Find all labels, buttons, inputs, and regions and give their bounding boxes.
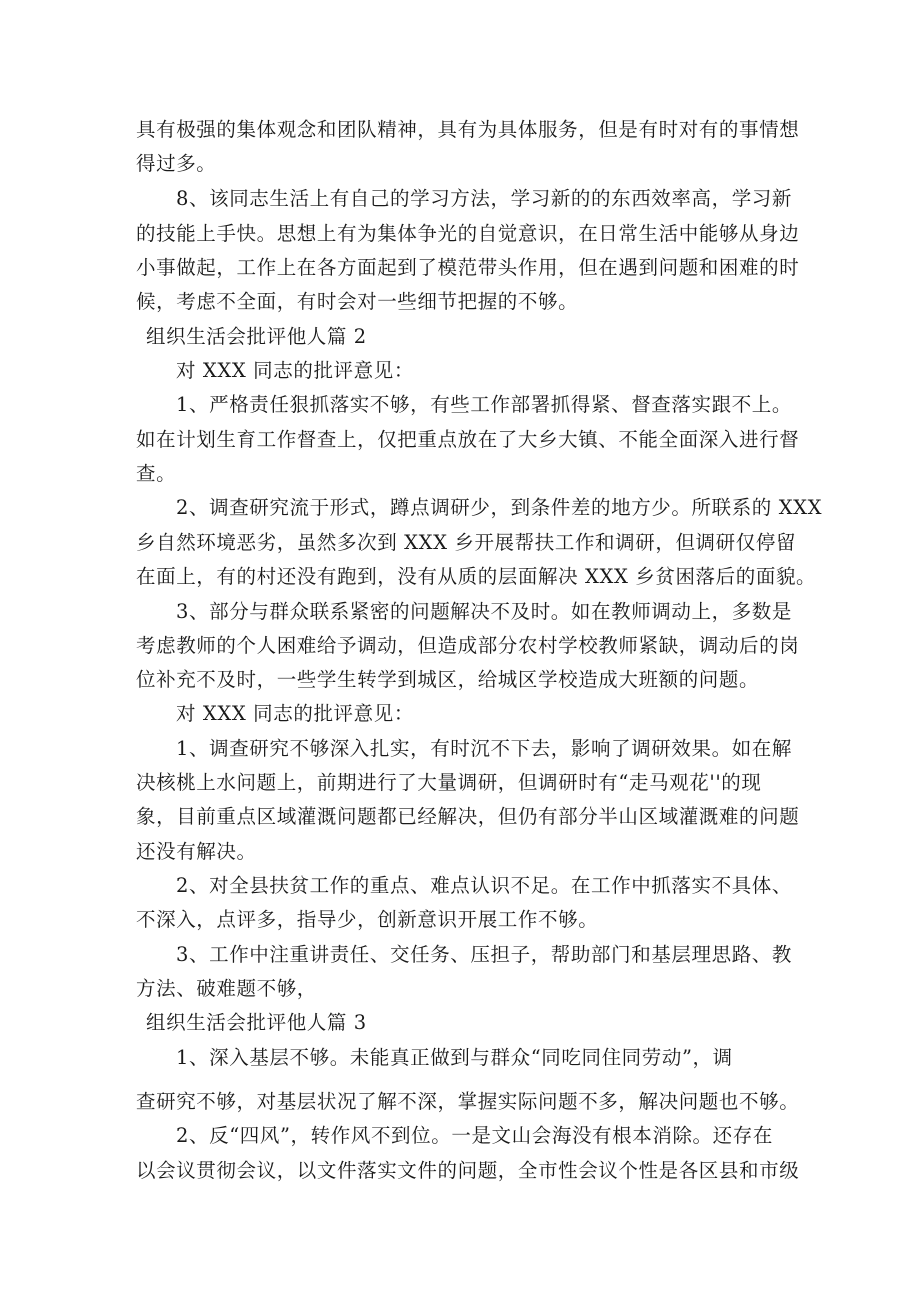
paragraph-line: 小事做起，工作上在各方面起到了模范带头作用，但在遇到问题和困难的时 — [136, 256, 800, 279]
paragraph-line: 位补充不及时，一些学生转学到城区，给城区学校造成大班额的问题。 — [136, 668, 760, 691]
paragraph-line: 8、该同志生活上有自己的学习方法，学习新的的东西效率高，学习新 — [176, 187, 793, 210]
paragraph-line: 查。 — [136, 462, 177, 485]
paragraph-line: 具有极强的集体观念和团队精神，具有为具体服务，但是有时对有的事情想 — [136, 118, 800, 141]
paragraph-line: 1、严格责任狠抓落实不够，有些工作部署抓得紧、督查落实跟不上。 — [176, 393, 793, 416]
paragraph-line: 1、调查研究不够深入扎实，有时沉不下去，影响了调研效果。如在解 — [176, 737, 793, 760]
section-heading: 组织生活会批评他人篇 3 — [146, 1011, 367, 1034]
paragraph-line: 1、深入基层不够。未能真正做到与群众“同吃同住同劳动”，调 — [176, 1046, 733, 1069]
paragraph-line: 3、部分与群众联系紧密的问题解决不及时。如在教师调动上，多数是 — [176, 600, 793, 623]
paragraph-line: 查研究不够，对基层状况了解不深，掌握实际问题不多，解决问题也不够。 — [136, 1090, 800, 1113]
paragraph-line: 对 XXX 同志的批评意见： — [176, 359, 414, 382]
paragraph-line: 3、工作中注重讲责任、交任务、压担子，帮助部门和基层理思路、教 — [176, 943, 793, 966]
paragraph-line: 还没有解决。 — [136, 840, 257, 863]
paragraph-line: 如在计划生育工作督查上，仅把重点放在了大乡大镇、不能全面深入进行督 — [136, 428, 800, 451]
paragraph-line: 在面上，有的村还没有跑到，没有从质的层面解决 XXX 乡贫困落后的面貌。 — [136, 565, 817, 588]
paragraph-line: 象，目前重点区域灌溉问题都已经解决，但仍有部分半山区域灌溉难的问题 — [136, 805, 800, 828]
paragraph-line: 决核桃上水问题上，前期进行了大量调研，但调研时有“走马观花''的现 — [136, 771, 762, 794]
section-heading: 组织生活会批评他人篇 2 — [146, 325, 367, 348]
paragraph-line: 乡自然环境恶劣，虽然多次到 XXX 乡开展帮扶工作和调研，但调研仅停留 — [136, 531, 797, 554]
paragraph-line: 2、反“四风”，转作风不到位。一是文山会海没有根本消除。还存在 — [176, 1124, 773, 1147]
paragraph-line: 以会议贯彻会议，以文件落实文件的问题，全市性会议个性是各区县和市级 — [136, 1159, 800, 1182]
paragraph-line: 候，考虑不全面，有时会对一些细节把握的不够。 — [136, 290, 579, 313]
paragraph-line: 不深入，点评多，指导少，创新意识开展工作不够。 — [136, 908, 599, 931]
paragraph-line: 考虑教师的个人困难给予调动，但造成部分农村学校教师紧缺，调动后的岗 — [136, 634, 800, 657]
paragraph-line: 得过多。 — [136, 152, 217, 175]
paragraph-line: 2、调查研究流于形式，蹲点调研少，到条件差的地方少。所联系的 XXX — [176, 496, 823, 519]
paragraph-line: 方法、破难题不够， — [136, 977, 317, 1000]
paragraph-line: 2、对全县扶贫工作的重点、难点认识不足。在工作中抓落实不具体、 — [176, 874, 793, 897]
paragraph-line: 的技能上手快。思想上有为集体争光的自觉意识，在日常生活中能够从身边 — [136, 222, 800, 245]
paragraph-line: 对 XXX 同志的批评意见： — [176, 702, 414, 725]
